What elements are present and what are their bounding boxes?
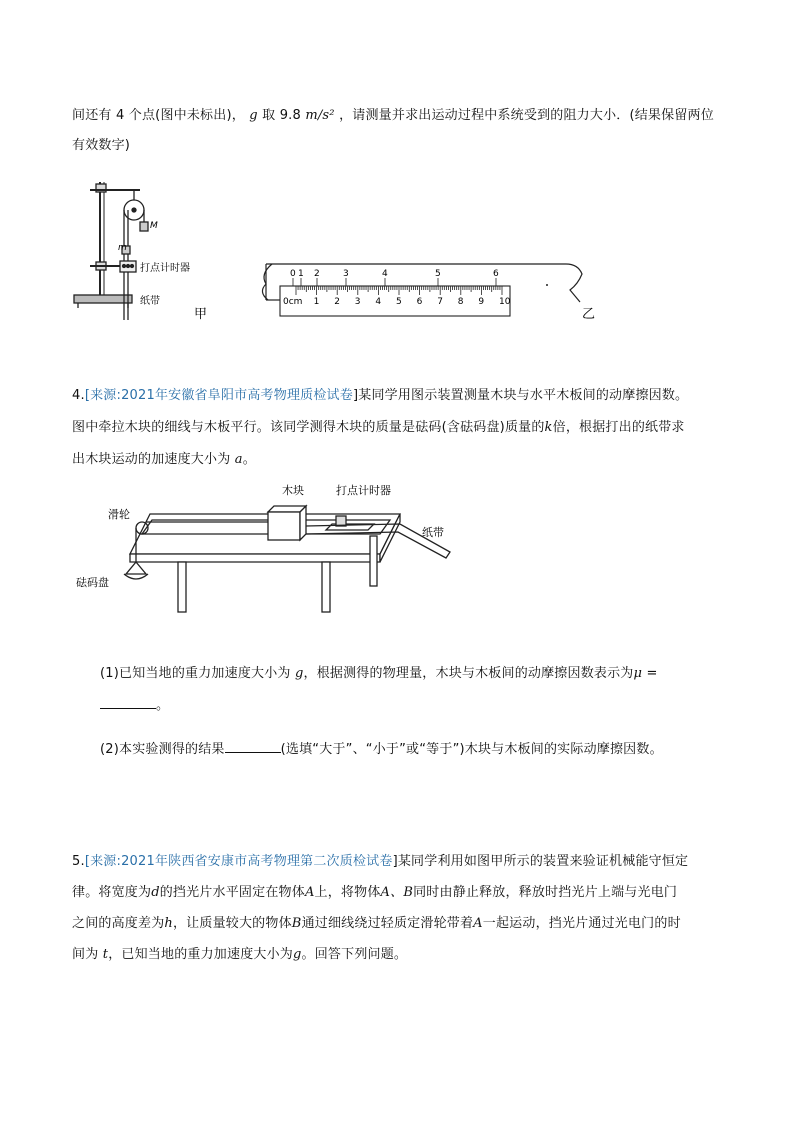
q5-line-2 [72,881,677,900]
intro-text-a: 间还有 [72,108,112,123]
q5-line4-c: 。回答下列问题。 [301,947,408,962]
q4-line-3 [72,448,256,467]
ruler-bottom-tick-label: 4 [375,297,382,307]
q5-line2-b: 的挡光片水平固定在物体 [159,885,305,900]
q5-line2-e: 同时由静止释放，释放时挡光片上端与光电门 [413,885,678,900]
q4-sub2-text-b: (选填“大于”、“小于”或“等于”)木块与木板间的实际动摩擦因数。 [280,742,663,757]
tape-dot-label: 0 [290,269,296,279]
AB-symbols: A、B [380,885,414,900]
q5-line-1 [72,850,688,869]
figure-atwood-and-ruler [60,170,700,330]
q4-line-1 [72,384,688,403]
intro-line-2 [72,134,130,153]
q5-line2-a: 律。将宽度为 [72,885,152,900]
g-unit: m/s² [305,108,335,123]
q5-source-open: [来源: [84,854,122,869]
q5-line3-c: 通过细线绕过轻质定滑轮带着 [301,916,474,931]
label-tape-1: 纸带 [140,296,160,307]
ruler-bottom-tick-label: 10 [499,297,511,307]
ruler-bottom-tick-label: 7 [437,297,443,307]
g-take-text: 取 [262,108,276,123]
ruler-bottom-tick-label: 3 [354,297,361,307]
ruler-bottom-tick-label: 1 [313,297,320,307]
g-symbol-3: g [293,947,302,962]
q4-sub2-text-a: (2)本实验测得的结果 [100,742,225,757]
q4-sub1-text-a: (1)已知当地的重力加速度大小为 [100,666,291,681]
q4-source-close: ] [352,388,359,403]
intro-text-line2: 有效数字) [72,138,131,153]
atwood-apparatus [74,182,148,320]
q5-line2-c: 上，将物体 [314,885,381,900]
q5-line1-text: 某同学利用如图甲所示的装置来验证机械能守恒定 [397,854,689,869]
q4-source-open: [来源: [84,388,122,403]
ruler-bottom-tick-label: 9 [478,297,485,307]
label-pulley: 滑轮 [108,508,130,521]
q4-sub1-end: 。 [156,698,170,713]
label-pan: 砝码盘 [76,576,109,589]
q4-number: 4. [72,388,85,403]
label-block: 木块 [282,484,304,497]
q4-line3-text-b: 。 [242,452,256,467]
q4-source-link[interactable]: 2021年安徽省阜阳市高考物理质检试卷 [121,388,353,403]
intro-text-b: 个点(图中未标出)， [128,108,245,123]
tape-dot-label: 3 [343,269,349,279]
tape-dot-label: 2 [314,269,320,279]
ruler-bottom-tick-label: 8 [457,297,464,307]
label-M: M [150,221,158,231]
intro-line-1 [72,104,714,123]
g-symbol-2: g [294,666,304,681]
label-jia: 甲 [194,307,208,322]
A-symbol: A [304,885,315,900]
ruler-bottom-tick-label: 5 [396,297,402,307]
q5-line4-a: 间为 [72,947,99,962]
q5-number: 5. [72,854,85,869]
intro-number-4: 4 [115,108,125,123]
label-timer-2: 打点计时器 [336,484,391,497]
ruler-bottom-tick-label: 6 [416,297,423,307]
a-symbol: a [234,452,243,467]
q5-line3-d: 一起运动，挡光片通过光电门的时 [482,916,681,931]
q4-sub2-line [100,738,663,757]
q4-line2-text-a: 图中牵拉木块的细线与木板平行。该同学测得木块的质量是砝码(含砝码盘)质量的 [72,420,545,435]
q5-source-link[interactable]: 2021年陕西省安康市高考物理第二次质检试卷 [121,854,393,869]
equals-sign: = [646,666,658,681]
q5-line3-b: ，让质量较大的物体 [172,916,292,931]
q5-line-3 [72,912,681,931]
tape-dot-label: 1 [298,269,304,279]
answer-blank-1[interactable] [100,697,156,709]
mu-symbol: μ [633,666,643,681]
q4-line2-text-b: 倍，根据打出的纸带求 [552,420,685,435]
d-symbol: d [151,885,160,900]
answer-blank-2[interactable] [225,741,281,753]
g-value: 9.8 [279,108,301,123]
B-symbol: B [291,916,302,931]
h-symbol: h [164,916,173,931]
t-symbol: t [102,947,109,962]
label-timer-1: 打点计时器 [140,263,190,274]
label-tape-2: 纸带 [422,526,444,539]
q5-line3-a: 之间的高度差为 [72,916,165,931]
tape-top-labels [290,269,499,286]
q4-sub1-text-b: ，根据测得的物理量，木块与木板间的动摩擦因数表示为 [303,666,634,681]
ruler-bottom-tick-label: 2 [334,297,340,307]
q5-line4-b: ，已知当地的重力加速度大小为 [108,947,293,962]
table [124,506,450,612]
tape-dot-label: 6 [493,269,499,279]
tape-dot-label: 5 [435,269,441,279]
g-symbol: g [249,108,258,123]
q5-line-4 [72,943,407,962]
k-symbol: k [544,420,553,435]
ruler-unit-label: 0cm [283,297,303,307]
label-yi: 乙 [582,307,596,322]
label-m: m [118,243,127,253]
q4-line3-text-a: 出木块运动的加速度大小为 [72,452,231,467]
q4-line1-text: 某同学用图示装置测量木块与水平木板间的动摩擦因数。 [358,388,689,403]
A-symbol-2: A [473,916,483,931]
q4-sub1-line [100,662,658,681]
figure-table-apparatus [70,474,490,634]
q5-source-close: ] [392,854,398,869]
q4-line-2 [72,416,685,435]
intro-text-c: ，请测量并求出运动过程中系统受到的阻力大小．(结果保留两位 [339,108,714,123]
q4-sub1-blank-line [100,694,169,713]
tape-dot-label: 4 [382,269,388,279]
